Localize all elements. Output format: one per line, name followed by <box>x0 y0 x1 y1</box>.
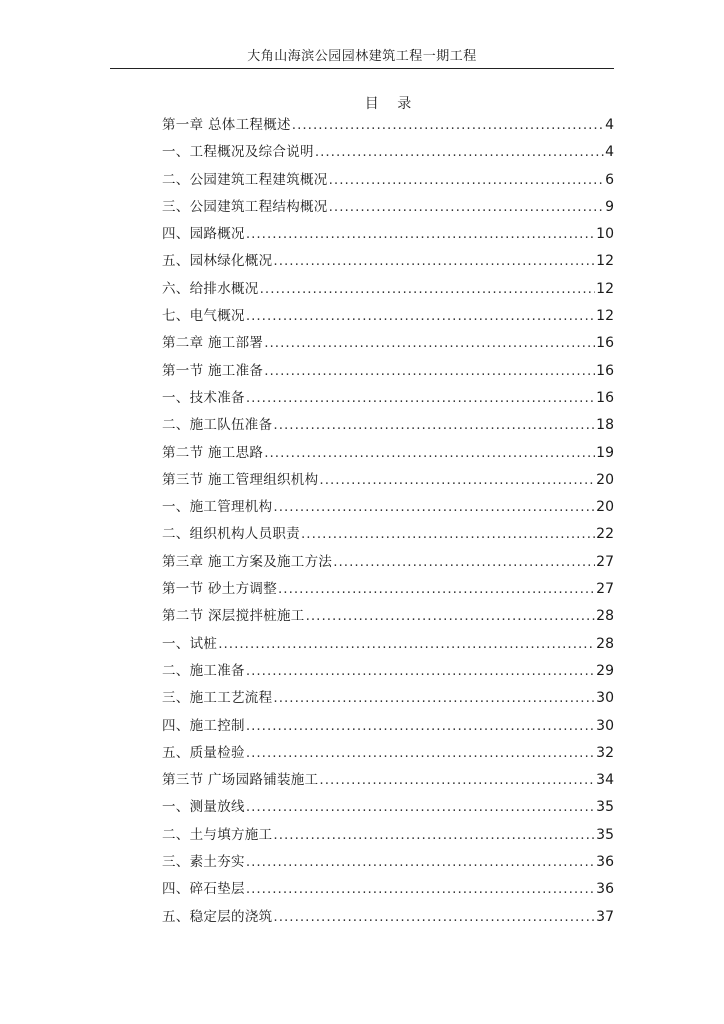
toc-dot-leader <box>246 303 595 330</box>
toc-entry-title: 第一节 施工准备 <box>162 362 264 379</box>
toc-entry[interactable] <box>162 467 614 494</box>
toc-entry[interactable] <box>162 194 614 221</box>
toc-entry-page-number: 34 <box>596 772 614 789</box>
toc-entry-title: 第二节 深层搅拌桩施工 <box>162 608 305 625</box>
toc-entry[interactable] <box>162 658 614 685</box>
toc-entry-page-number: 36 <box>596 881 614 898</box>
toc-entry[interactable] <box>162 713 614 740</box>
header-divider <box>110 68 614 69</box>
toc-entry[interactable] <box>162 876 614 903</box>
toc-entry-page-number: 16 <box>596 362 614 379</box>
toc-entry-title: 第二节 施工思路 <box>162 444 264 461</box>
toc-entry-page-number: 27 <box>596 553 614 570</box>
toc-entry-title: 二、施工队伍准备 <box>162 417 273 434</box>
toc-entry-page-number: 4 <box>605 117 614 133</box>
toc-entry-page-number: 36 <box>596 854 614 871</box>
toc-dot-leader <box>246 385 595 412</box>
toc-entry-title: 三、施工工艺流程 <box>162 690 273 707</box>
toc-entry[interactable] <box>162 904 614 931</box>
toc-entry-page-number: 30 <box>596 690 614 707</box>
toc-dot-leader <box>218 631 595 658</box>
toc-entry-title: 一、工程概况及综合说明 <box>162 144 314 161</box>
toc-entry[interactable] <box>162 822 614 849</box>
toc-entry-page-number: 16 <box>596 335 614 352</box>
toc-entry-title: 第三章 施工方案及施工方法 <box>162 553 333 570</box>
toc-dot-leader <box>246 713 595 740</box>
toc-entry-title: 二、土与填方施工 <box>162 826 273 843</box>
toc-entry-title: 第三节 施工管理组织机构 <box>162 471 319 488</box>
toc-entry-title: 二、施工准备 <box>162 662 245 679</box>
toc-dot-leader <box>333 549 595 576</box>
toc-entry[interactable] <box>162 576 614 603</box>
toc-entry-page-number: 16 <box>596 389 614 406</box>
toc-entry[interactable] <box>162 740 614 767</box>
toc-dot-leader <box>292 112 604 139</box>
toc-dot-leader <box>329 167 604 194</box>
toc-dot-leader <box>273 248 595 275</box>
toc-entry-page-number: 6 <box>605 171 614 188</box>
toc-entry-title: 四、施工控制 <box>162 717 245 734</box>
toc-entry-page-number: 35 <box>596 799 614 816</box>
toc-entry[interactable] <box>162 303 614 330</box>
toc-dot-leader <box>246 221 595 248</box>
toc-entry-title: 五、稳定层的浇筑 <box>162 908 273 925</box>
toc-entry-page-number: 20 <box>596 471 614 488</box>
toc-entry-title: 一、试桩 <box>162 635 218 652</box>
toc-entry-title: 第一章 总体工程概述 <box>162 117 291 133</box>
toc-entry-title: 第一节 砂土方调整 <box>162 581 277 598</box>
toc-entry[interactable] <box>162 767 614 794</box>
toc-entry[interactable] <box>162 794 614 821</box>
toc-entry-title: 一、技术准备 <box>162 389 245 406</box>
toc-dot-leader <box>246 658 595 685</box>
table-of-contents <box>162 112 614 931</box>
toc-entry-page-number: 28 <box>596 608 614 625</box>
toc-entry-title: 一、施工管理机构 <box>162 499 273 516</box>
toc-entry[interactable] <box>162 549 614 576</box>
toc-entry[interactable] <box>162 412 614 439</box>
toc-entry-page-number: 19 <box>596 444 614 461</box>
toc-entry-page-number: 9 <box>605 198 614 215</box>
toc-dot-leader <box>260 276 596 303</box>
toc-entry-title: 二、组织机构人员职责 <box>162 526 300 543</box>
toc-dot-leader <box>273 494 595 521</box>
toc-dot-leader <box>278 576 595 603</box>
toc-entry-page-number: 18 <box>596 417 614 434</box>
toc-entry[interactable] <box>162 139 614 166</box>
toc-entry[interactable] <box>162 167 614 194</box>
toc-dot-leader <box>246 849 595 876</box>
toc-entry[interactable] <box>162 248 614 275</box>
toc-dot-leader <box>273 412 595 439</box>
toc-dot-leader <box>306 603 596 630</box>
toc-dot-leader <box>264 440 595 467</box>
toc-entry[interactable] <box>162 385 614 412</box>
toc-entry-page-number: 12 <box>596 280 614 297</box>
toc-entry[interactable] <box>162 112 614 139</box>
toc-entry[interactable] <box>162 685 614 712</box>
toc-entry[interactable] <box>162 276 614 303</box>
toc-entry-page-number: 12 <box>596 253 614 270</box>
toc-dot-leader <box>273 685 595 712</box>
toc-entry[interactable] <box>162 221 614 248</box>
toc-entry-title: 三、素土夯实 <box>162 854 245 871</box>
toc-entry-page-number: 37 <box>596 908 614 925</box>
toc-entry-page-number: 22 <box>596 526 614 543</box>
toc-entry-page-number: 29 <box>596 662 614 679</box>
toc-entry-page-number: 4 <box>605 144 614 161</box>
toc-entry-title: 三、公园建筑工程结构概况 <box>162 198 328 215</box>
toc-dot-leader <box>315 139 604 166</box>
toc-entry-page-number: 20 <box>596 499 614 516</box>
toc-dot-leader <box>319 767 595 794</box>
toc-dot-leader <box>329 194 604 221</box>
toc-entry-title: 五、园林绿化概况 <box>162 253 273 270</box>
toc-entry-page-number: 30 <box>596 717 614 734</box>
toc-entry[interactable] <box>162 521 614 548</box>
toc-entry[interactable] <box>162 440 614 467</box>
toc-dot-leader <box>246 740 595 767</box>
toc-entry-title: 五、质量检验 <box>162 744 245 761</box>
toc-entry-title: 第三节 广场园路铺装施工 <box>162 772 319 789</box>
toc-entry-page-number: 28 <box>596 635 614 652</box>
toc-entry[interactable] <box>162 358 614 385</box>
toc-entry-title: 一、测量放线 <box>162 799 245 816</box>
toc-entry[interactable] <box>162 494 614 521</box>
toc-entry-page-number: 32 <box>596 744 614 761</box>
toc-entry-title: 六、给排水概况 <box>162 280 259 297</box>
toc-entry[interactable] <box>162 631 614 658</box>
toc-entry-page-number: 35 <box>596 826 614 843</box>
toc-dot-leader <box>246 794 595 821</box>
toc-dot-leader <box>264 330 595 357</box>
toc-dot-leader <box>319 467 595 494</box>
toc-dot-leader <box>301 521 595 548</box>
toc-entry-title: 四、园路概况 <box>162 226 245 243</box>
toc-entry-page-number: 12 <box>596 308 614 325</box>
toc-entry-title: 七、电气概况 <box>162 308 245 325</box>
toc-entry-page-number: 27 <box>596 581 614 598</box>
toc-dot-leader <box>273 904 595 931</box>
toc-entry[interactable] <box>162 330 614 357</box>
toc-entry[interactable] <box>162 603 614 630</box>
toc-entry-title: 四、碎石垫层 <box>162 881 245 898</box>
toc-entry-title: 第二章 施工部署 <box>162 335 264 352</box>
toc-dot-leader <box>246 876 595 903</box>
toc-entry-page-number: 10 <box>596 226 614 243</box>
toc-entry[interactable] <box>162 849 614 876</box>
toc-entry-title: 二、公园建筑工程建筑概况 <box>162 171 328 188</box>
toc-dot-leader <box>273 822 595 849</box>
toc-title: 目 录 <box>364 96 412 112</box>
toc-dot-leader <box>264 358 595 385</box>
document-header-title: 大角山海滨公园园林建筑工程一期工程 <box>247 49 477 64</box>
